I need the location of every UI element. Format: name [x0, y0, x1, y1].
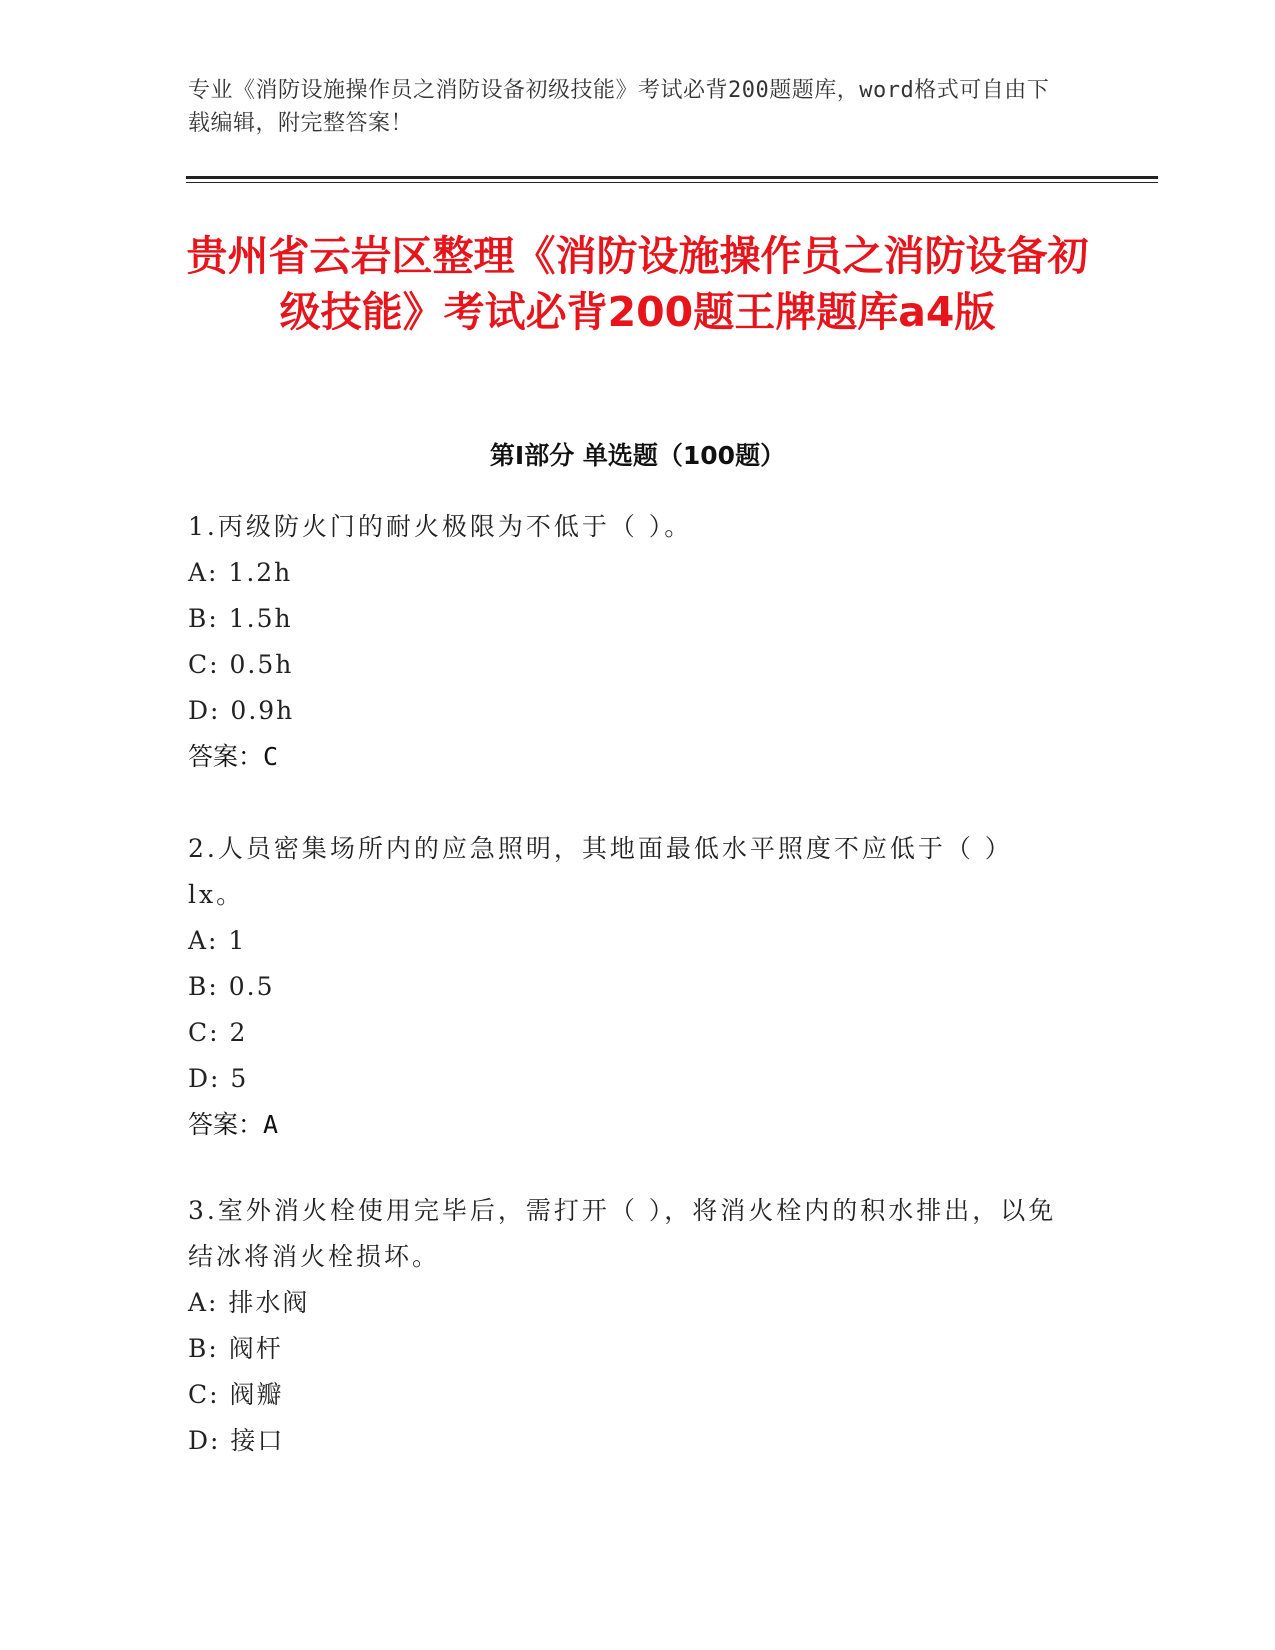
question-1 [188, 504, 1068, 780]
option-a: A: 1 [188, 926, 247, 955]
answer-line [188, 734, 1068, 780]
option-c: C: 0.5h [188, 650, 294, 679]
option-b: B: 0.5 [188, 972, 275, 1001]
option-a: A: 排水阀 [188, 1288, 310, 1317]
answer-value: C [263, 742, 279, 771]
answer-line [188, 1102, 1068, 1148]
question-stem: 2.人员密集场所内的应急照明，其地面最低水平照度不应低于（ ）lx。 [188, 834, 1013, 909]
header-note: 专业《消防设施操作员之消防设备初级技能》考试必背200题题库，word格式可自由下载编辑，附完整答案！ [188, 78, 1050, 136]
header-divider [186, 176, 1158, 179]
question-stem: 3.室外消火栓使用完毕后，需打开（ ），将消火栓内的积水排出，以免结冰将消火栓损坏。 [188, 1196, 1057, 1271]
option-c: C: 阀瓣 [188, 1380, 284, 1409]
header-divider-thin [186, 182, 1158, 183]
answer-value: A [263, 1110, 279, 1139]
document-title: 贵州省云岩区整理《消防设施操作员之消防设备初级技能》考试必背200题王牌题库a4版 [186, 232, 1089, 336]
question-3 [188, 1188, 1068, 1464]
answer-label: 答案： [188, 742, 264, 771]
answer-label: 答案： [188, 1110, 264, 1139]
question-2 [188, 826, 1068, 1148]
option-d: D: 接口 [188, 1426, 285, 1455]
question-stem: 1.丙级防火门的耐火极限为不低于（ ）。 [188, 512, 693, 541]
option-d: D: 0.9h [188, 696, 295, 725]
option-c: C: 2 [188, 1018, 248, 1047]
section-heading: 第I部分 单选题（100题） [489, 441, 786, 470]
option-d: D: 5 [188, 1064, 249, 1093]
option-a: A: 1.2h [188, 558, 293, 587]
option-b: B: 阀杆 [188, 1334, 283, 1363]
option-b: B: 1.5h [188, 604, 293, 633]
